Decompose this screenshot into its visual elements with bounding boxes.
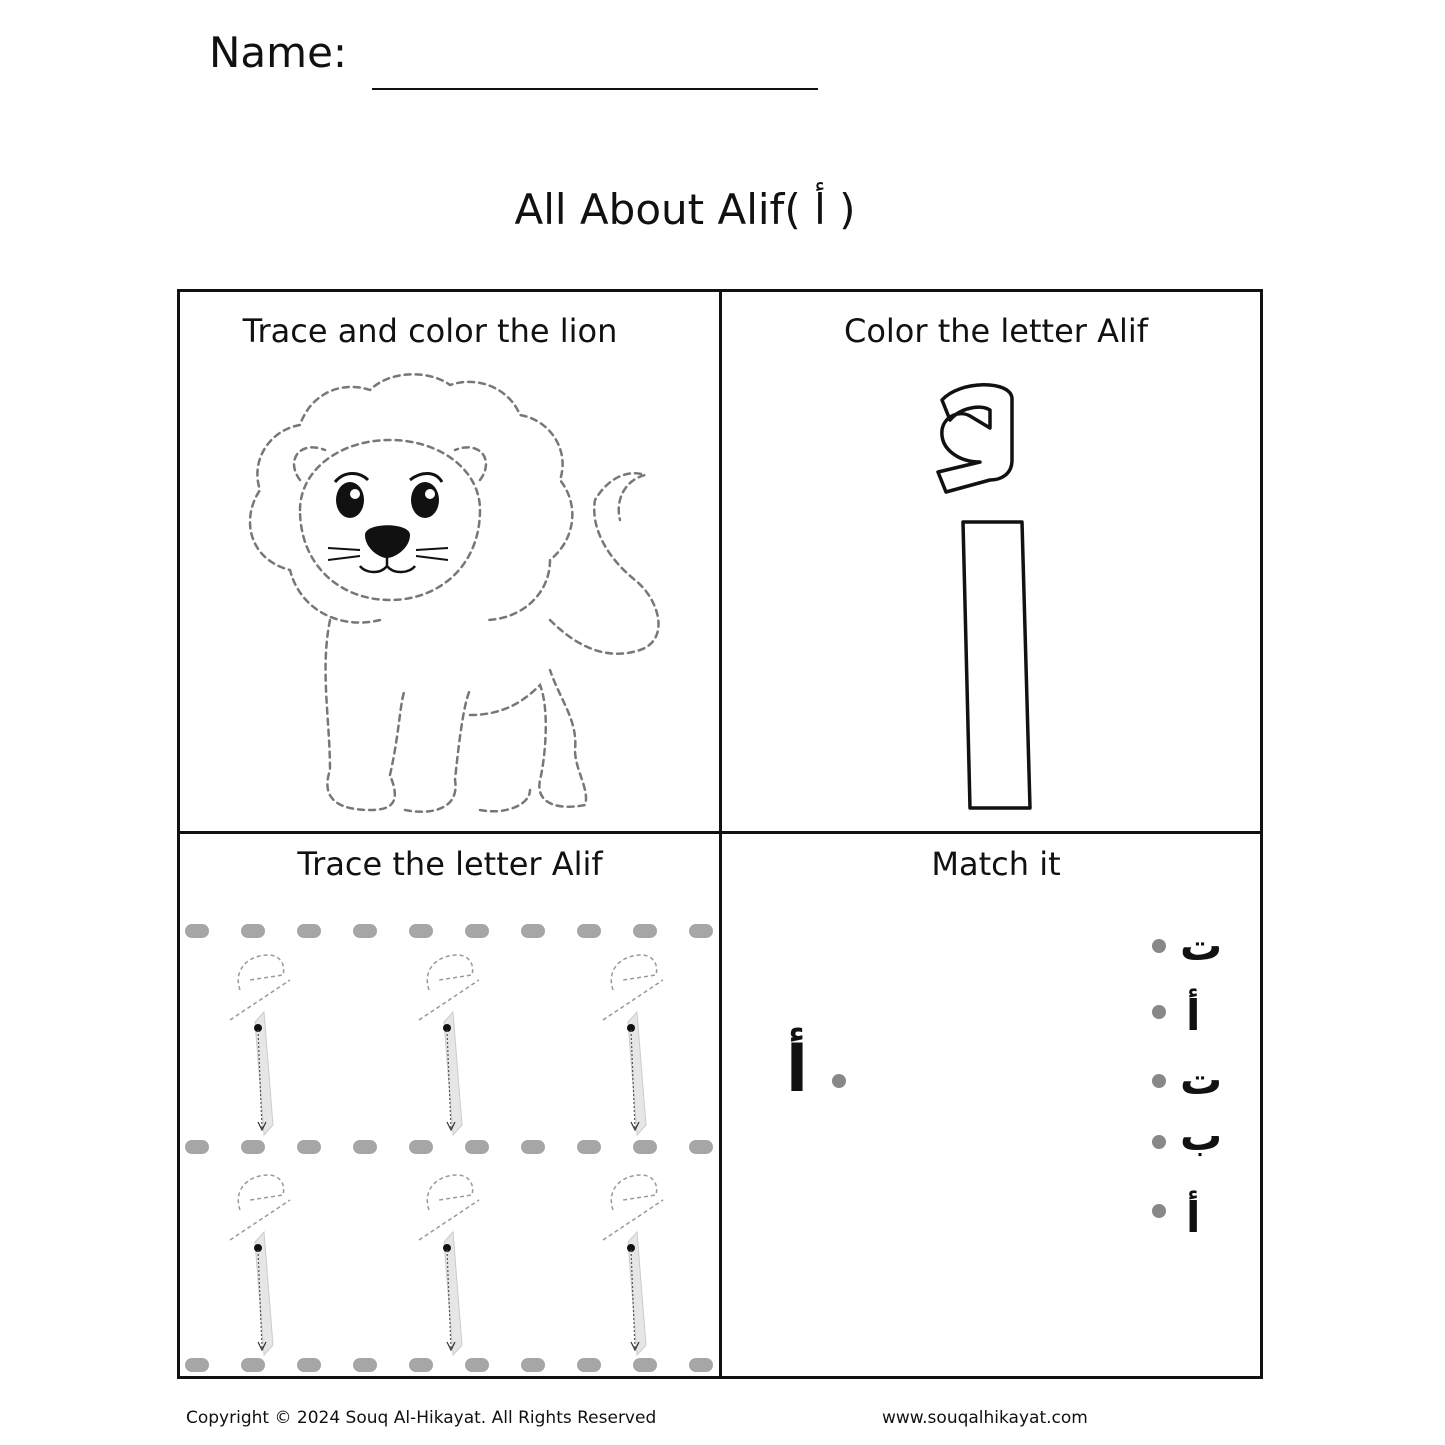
panel-title-trace-alif: Trace the letter Alif [297,845,603,883]
match-target-dot-1[interactable] [1152,939,1166,953]
name-label: Name: [209,28,348,77]
panel-title-color-alif: Color the letter Alif [843,312,1149,350]
name-write-line[interactable] [372,88,818,90]
match-source-dot[interactable] [832,1074,846,1088]
lion-outline-icon[interactable] [230,370,670,820]
worksheet-title: All About Alif( أ ) [514,185,856,234]
grid-divider-horizontal [177,831,1263,834]
match-target-letter-2: أ [1186,991,1201,1040]
match-target-dot-4[interactable] [1152,1135,1166,1149]
website-link[interactable]: www.souqalhikayat.com [882,1408,1088,1428]
alif-outline-letter[interactable] [930,380,1050,820]
match-target-dot-3[interactable] [1152,1074,1166,1088]
trace-alif-1[interactable] [228,950,298,1140]
match-target-letter-1: ت [1180,921,1223,970]
trace-alif-4[interactable] [228,1170,298,1360]
trace-alif-6[interactable] [601,1170,671,1360]
copyright-notice: Copyright © 2024 Souq Al-Hikayat. All Rights Reserved [186,1408,657,1428]
trace-alif-2[interactable] [417,950,487,1140]
match-target-letter-3: ت [1180,1055,1223,1104]
trace-alif-5[interactable] [417,1170,487,1360]
trace-alif-3[interactable] [601,950,671,1140]
panel-title-match: Match it [931,845,1061,883]
match-target-letter-5: أ [1186,1193,1201,1242]
match-source-letter: أ [786,1033,808,1107]
panel-title-trace-lion: Trace and color the lion [242,312,618,350]
match-target-dot-2[interactable] [1152,1005,1166,1019]
match-target-letter-4: ب [1180,1111,1223,1160]
match-target-dot-5[interactable] [1152,1204,1166,1218]
